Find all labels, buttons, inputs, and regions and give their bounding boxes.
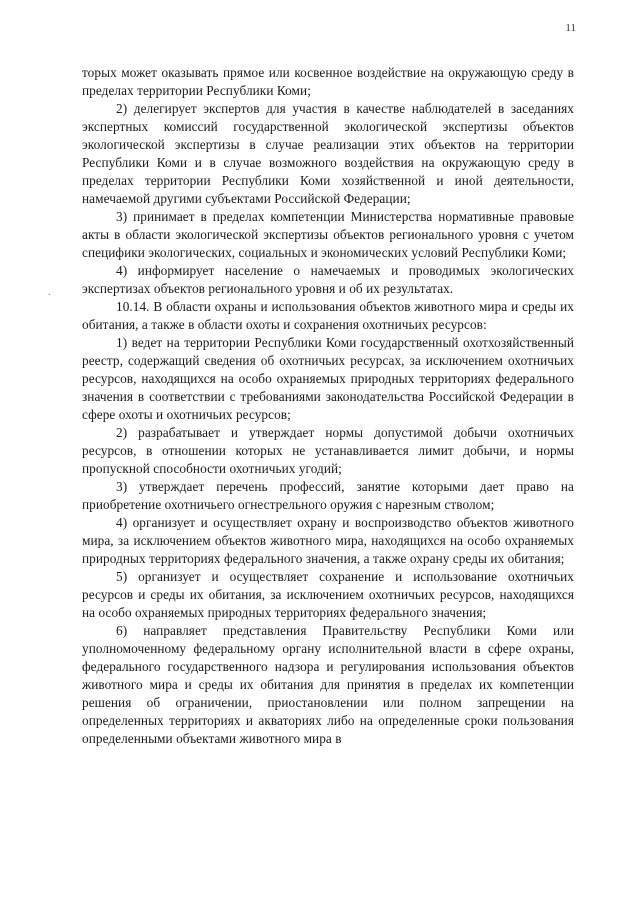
page-number: 11 [565, 22, 576, 34]
paragraph-item-2-experts: 2) делегирует экспертов для участия в качестве наблюдателей в заседаниях экспертных комиссий государственной экологической экспертизы объектов экологической экспертизы в случае реализации этих объектов на территории Республики Коми и в случае возможного воздействия на окружающую среду в пределах территории Республики Коми хозяйственной и иной деятельности, намечаемой другими субъектами Российской Федерации; [82, 101, 574, 206]
paragraph-item-6-representations: 6) направляет представления Правительству Республики Коми или уполномоченному федеральному органу исполнительной власти в сфере охраны, федерального государственного надзора и регулирования использования объектов животного мира и среды их обитания для принятия в пределах их компетенции решения об ограничении, приостановлении или полном запрещении на определенных территориях и акваториях либо на определенные сроки пользования определенными объектами животного мира в [82, 623, 574, 746]
scan-mark: . [48, 287, 51, 298]
paragraph-item-4-protection: 4) организует и осуществляет охрану и воспроизводство объектов животного мира, за исключением объектов животного мира, находящихся на особо охраняемых природных территориях федерального значения, а также охрану среды их обитания; [82, 515, 574, 566]
paragraph-item-5-conservation: 5) организует и осуществляет сохранение и использование охотничьих ресурсов и среды их обитания, за исключением охотничьих ресурсов, находящихся на особо охраняемых природных территориях федерального значения; [82, 569, 574, 620]
paragraph-item-4-informs: 4) информирует население о намечаемых и проводимых экологических экспертизах объектов регионального уровня и об их результатах. [82, 263, 574, 296]
paragraph-item-2-norms: 2) разрабатывает и утверждает нормы допустимой добычи охотничьих ресурсов, в отношении которых не устанавливается лимит добычи, и нормы пропускной способности охотничьих угодий; [82, 425, 574, 476]
paragraph-section-10-14: 10.14. В области охраны и использования объектов животного мира и среды их обитания, а также в области охоты и сохранения охотничьих ресурсов: [82, 299, 574, 332]
paragraph-item-3-professions: 3) утверждает перечень профессий, занятие которыми дает право на приобретение охотничьего огнестрельного оружия с нарезным стволом; [82, 479, 574, 512]
document-body [82, 64, 574, 748]
paragraph-continuation: торых может оказывать прямое или косвенное воздействие на окружающую среду в пределах территории Республики Коми; [82, 65, 574, 98]
paragraph-item-1-registry: 1) ведет на территории Республики Коми государственный охотхозяйственный реестр, содержащий сведения об охотничьих ресурсах, за исключением охотничьих ресурсов, находящихся на особо охраняемых природных территориях федерального значения в соответствии с требованиями законодательства Российской Федерации в сфере охоты и охотничьих ресурсов; [82, 335, 574, 422]
paragraph-item-3-legal-acts: 3) принимает в пределах компетенции Министерства нормативные правовые акты в области экологической экспертизы объектов регионального уровня с учетом специфики экологических, социальных и экономических условий Республики Коми; [82, 209, 574, 260]
